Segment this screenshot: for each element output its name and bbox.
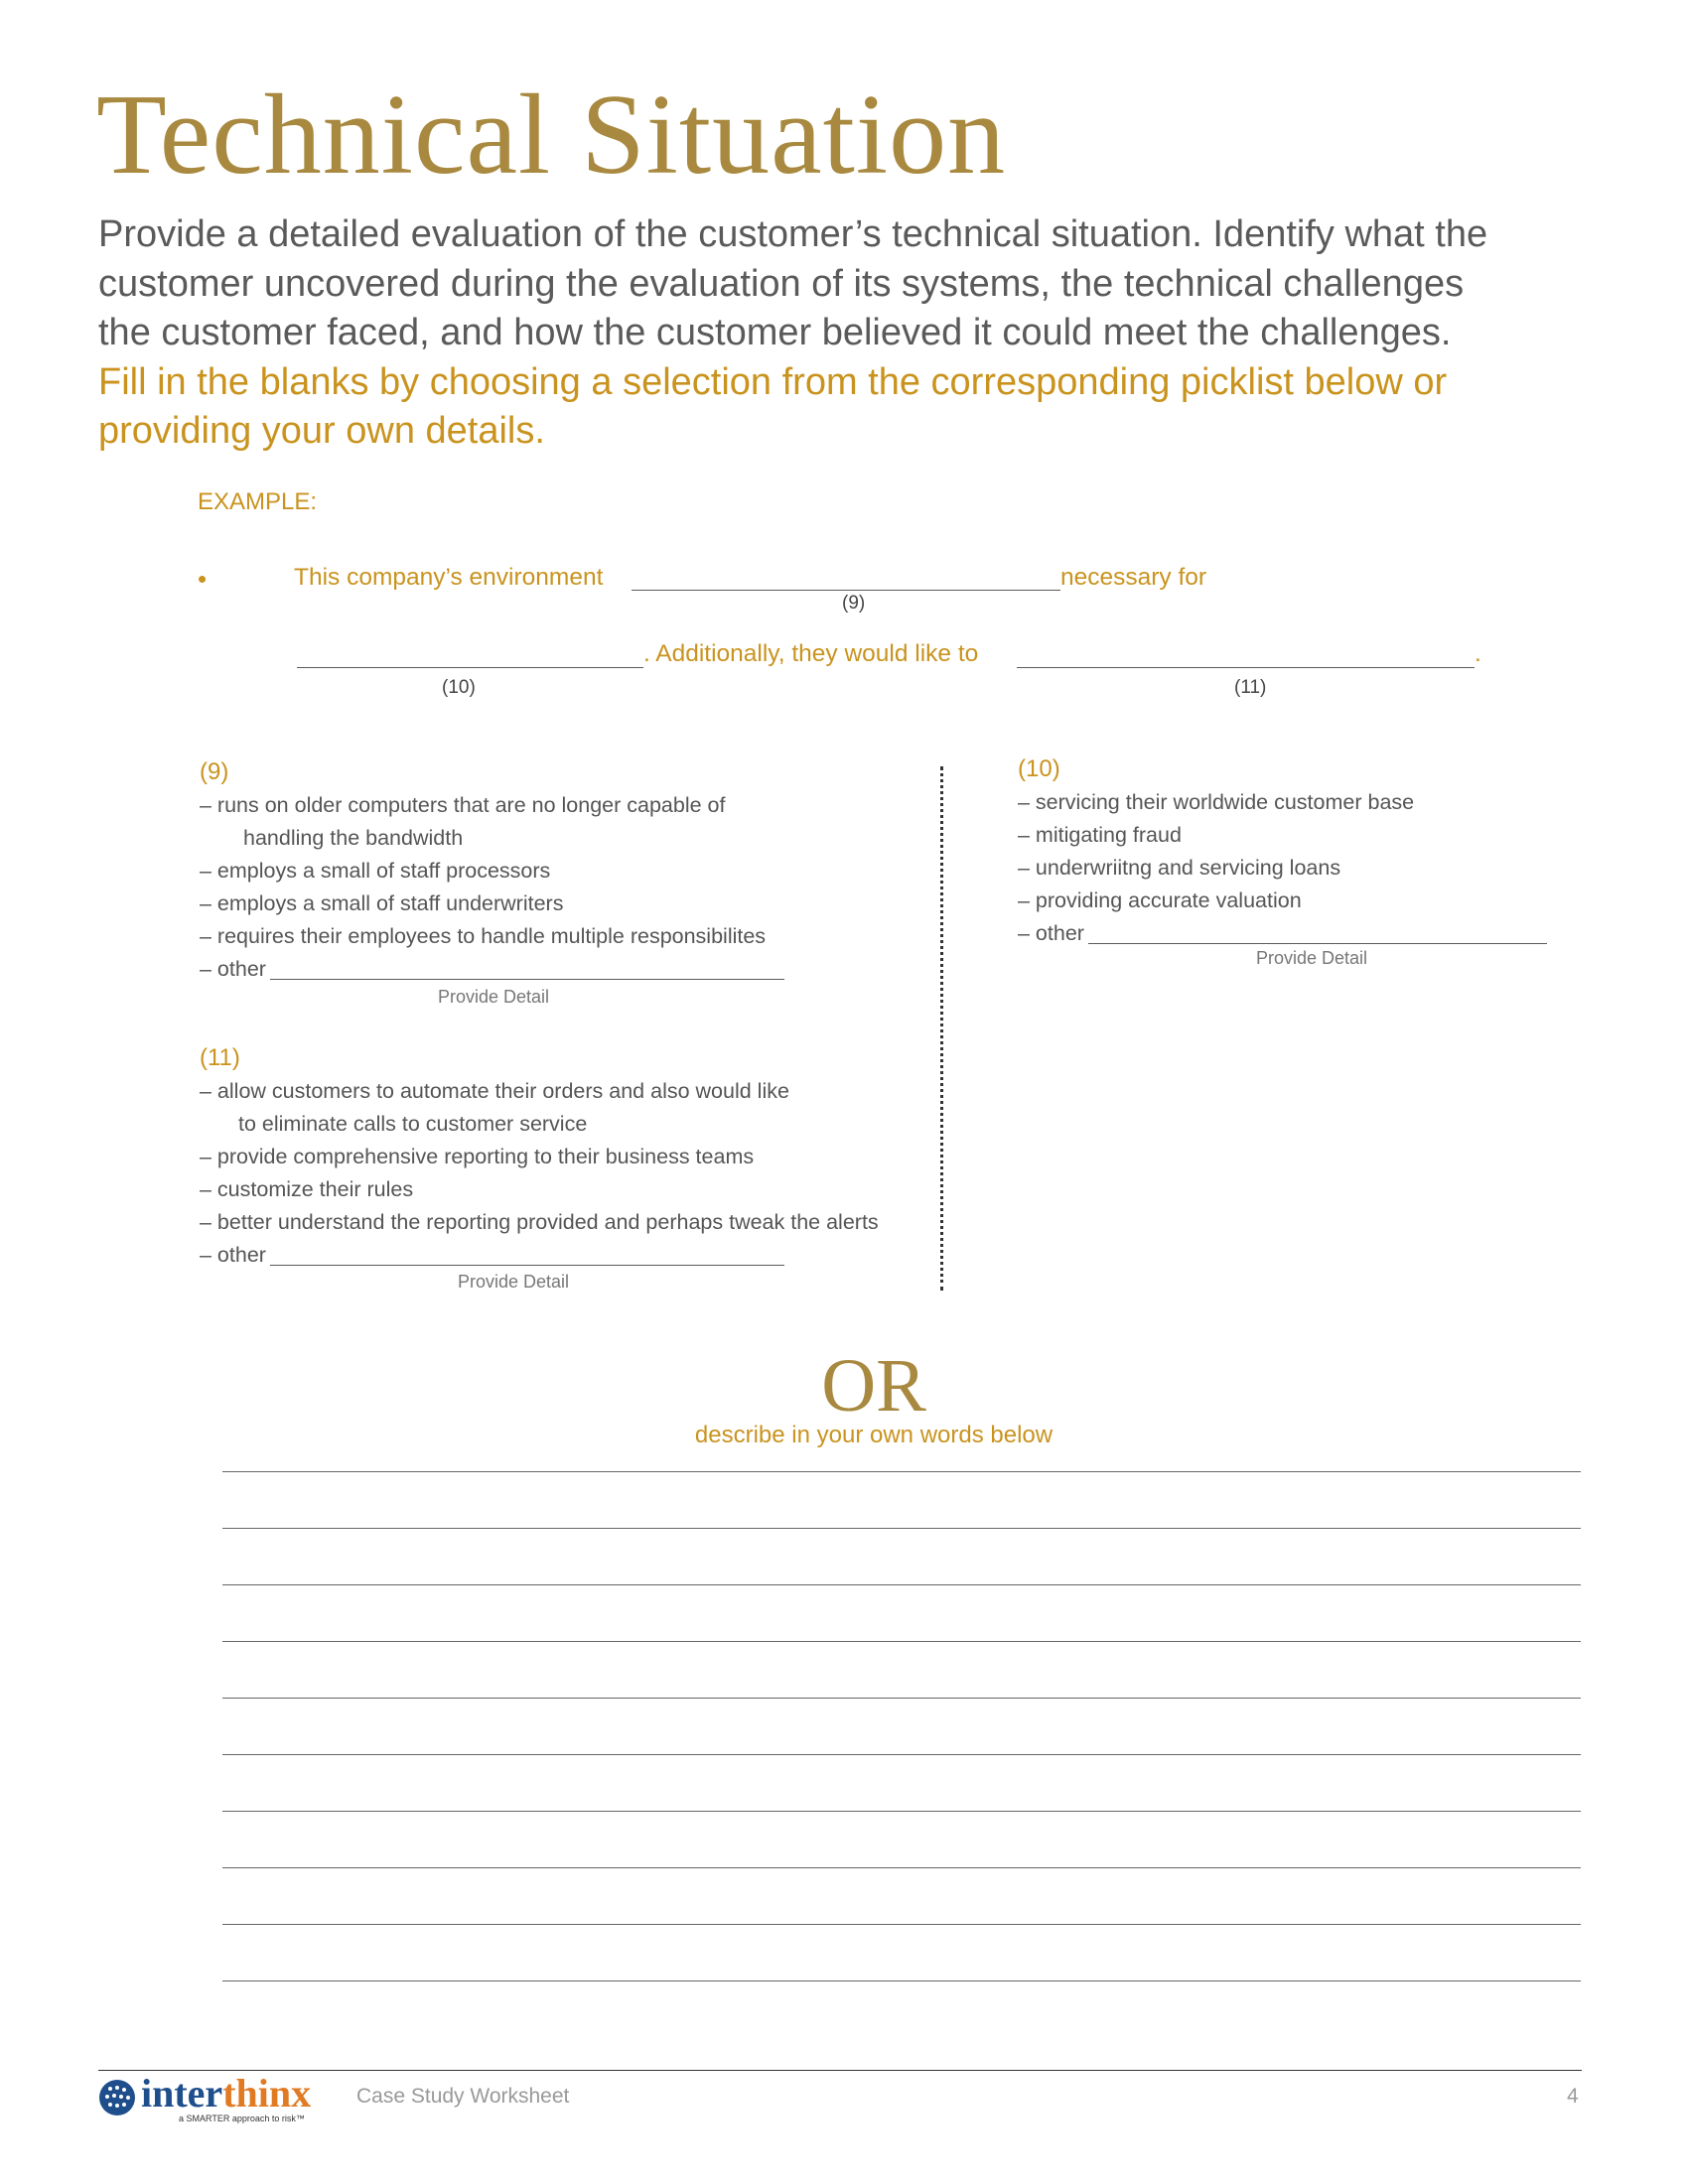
picklist-11-heading: (11) — [200, 1044, 240, 1071]
brand-tagline: a SMARTER approach to risk™ — [179, 2114, 305, 2123]
picklist-11-option[interactable]: – customize their rules — [200, 1177, 414, 1201]
blank-11[interactable] — [1017, 667, 1475, 668]
picklist-10-option-other[interactable]: – other — [1018, 921, 1084, 945]
intro-text: Provide a detailed evaluation of the customer’s technical situation. Identify what the customer uncovered during the evaluation of its systems, the technical challenges the customer faced, and how the customer believed it could meet the challenges. — [98, 213, 1488, 353]
picklist-9-heading: (9) — [200, 758, 229, 785]
writing-line[interactable] — [222, 1924, 1581, 1925]
picklist-10-other-field[interactable] — [1088, 943, 1547, 944]
bullet-icon: • — [198, 564, 208, 594]
writing-line[interactable] — [222, 1980, 1581, 1981]
picklist-9-option[interactable]: – runs on older computers that are no longer capable of — [200, 793, 726, 817]
or-heading: OR — [821, 1344, 926, 1428]
example-text-period: . — [1475, 640, 1481, 667]
brand-logo — [141, 2071, 312, 2116]
picklist-11-option-continued: to eliminate calls to customer service — [238, 1112, 588, 1136]
picklist-10-option[interactable]: – mitigating fraud — [1018, 823, 1182, 847]
writing-line[interactable] — [222, 1471, 1581, 1472]
example-label: EXAMPLE: — [198, 488, 318, 515]
footer-document-label: Case Study Worksheet — [356, 2085, 570, 2108]
picklist-11-option[interactable]: – provide comprehensive reporting to their business teams — [200, 1145, 755, 1168]
picklist-10-option[interactable]: – underwriitng and servicing loans — [1018, 856, 1341, 880]
writing-line[interactable] — [222, 1528, 1581, 1529]
example-text-environment: This company’s environment — [294, 564, 604, 591]
writing-line[interactable] — [222, 1867, 1581, 1868]
picklist-11-option[interactable]: – allow customers to automate their orders and also would like — [200, 1079, 789, 1103]
picklist-9-option-continued: handling the bandwidth — [243, 826, 464, 850]
picklist-11-option[interactable]: – better understand the reporting provided and perhaps tweak the alerts — [200, 1210, 879, 1234]
brand-name-thinx: thinx — [222, 2071, 312, 2116]
blank-9[interactable] — [632, 590, 1060, 591]
blank-11-number: (11) — [1234, 677, 1267, 698]
intro-paragraph — [98, 210, 1508, 457]
footer-rule — [98, 2070, 1582, 2071]
picklist-9-option-other[interactable]: – other — [200, 957, 266, 981]
column-divider — [940, 766, 943, 1291]
picklist-9-option[interactable]: – employs a small of staff underwriters — [200, 891, 564, 915]
picklist-9-option[interactable]: – requires their employees to handle multiple responsibilites — [200, 924, 767, 948]
picklist-11-detail-label: Provide Detail — [458, 1272, 570, 1292]
picklist-10-option[interactable]: – providing accurate valuation — [1018, 888, 1302, 912]
brand-name-inter: inter — [141, 2071, 223, 2116]
picklist-10-option[interactable]: – servicing their worldwide customer base — [1018, 790, 1415, 814]
writing-line[interactable] — [222, 1811, 1581, 1812]
writing-line[interactable] — [222, 1698, 1581, 1699]
writing-line[interactable] — [222, 1641, 1581, 1642]
page-number: 4 — [1567, 2085, 1579, 2108]
picklist-10-detail-label: Provide Detail — [1256, 948, 1368, 968]
picklist-11-other-field[interactable] — [270, 1265, 784, 1266]
picklist-9-other-field[interactable] — [270, 979, 784, 980]
blank-9-number: (9) — [842, 593, 866, 614]
picklist-9-option[interactable]: – employs a small of staff processors — [200, 859, 551, 883]
example-text-additionally: . Additionally, they would like to — [643, 640, 979, 667]
example-text-necessary: necessary for — [1060, 564, 1207, 591]
page-title: Technical Situation — [96, 71, 1007, 199]
picklist-11-option-other[interactable]: – other — [200, 1243, 266, 1267]
writing-line[interactable] — [222, 1754, 1581, 1755]
globe-icon — [98, 2079, 136, 2116]
blank-10[interactable] — [297, 667, 643, 668]
picklist-10-heading: (10) — [1018, 755, 1060, 782]
blank-10-number: (10) — [442, 677, 476, 698]
picklist-9-detail-label: Provide Detail — [438, 987, 550, 1007]
writing-line[interactable] — [222, 1584, 1581, 1585]
or-instruction: describe in your own words below — [694, 1422, 1054, 1448]
intro-instruction: Fill in the blanks by choosing a selection from the corresponding picklist below or providing your own details. — [98, 360, 1448, 452]
